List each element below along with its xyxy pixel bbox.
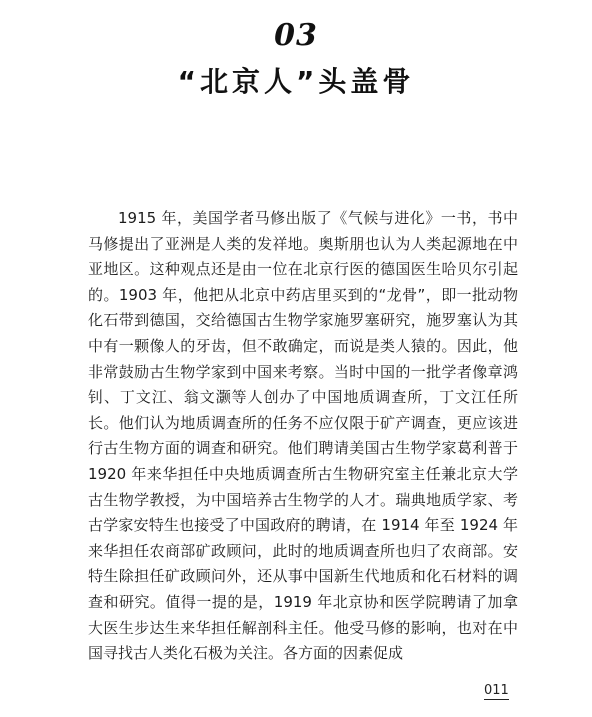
- body-paragraph: 1915 年，美国学者马修出版了《气候与进化》一书，书中马修提出了亚洲是人类的发祥地。奥斯朋也认为人类起源地在中亚地区。这种观点还是由一位在北京行医的德国医生哈贝尔引起的。1903 年，他把从北京中药店里买到的“龙骨”，即一批动物化石带到德国，交给德国古生物学家施罗塞研究，施罗塞认为其中有一颗像人的牙齿，但不敢确定，而说是类人猿的。因此，他非常鼓励古生物学家到中国来考察。当时中国的一批学者像章鸿钊、丁文江、翁文灏等人创办了中国地质调查所，丁文江任所长。他们认为地质调查所的任务不应仅限于矿产调查，更应该进行古生物方面的调查和研究。他们聘请美国古生物学家葛利普于 1920 年来华担任中央地质调查所古生物研究室主任兼北京大学古生物学教授，为中国培养古生物学的人才。瑞典地质学家、考古学家安特生也接受了中国政府的聘请，在 1914 年至 1924 年来华担任农商部矿政顾问，此时的地质调查所也归了农商部。安特生除担任矿政顾问外，还从事中国新生代地质和化石材料的调查和研究。值得一提的是，1919 年北京协和医学院聘请了加拿大医生步达生来华担任解剖科主任。他受马修的影响，也对在中国寻找古人类化石极为关注。各方面的因素促成: [88, 209, 518, 663]
- page-number: 011: [484, 683, 509, 698]
- chapter-title: “北京人”头盖骨: [177, 65, 415, 98]
- chapter-number: 03: [274, 18, 318, 53]
